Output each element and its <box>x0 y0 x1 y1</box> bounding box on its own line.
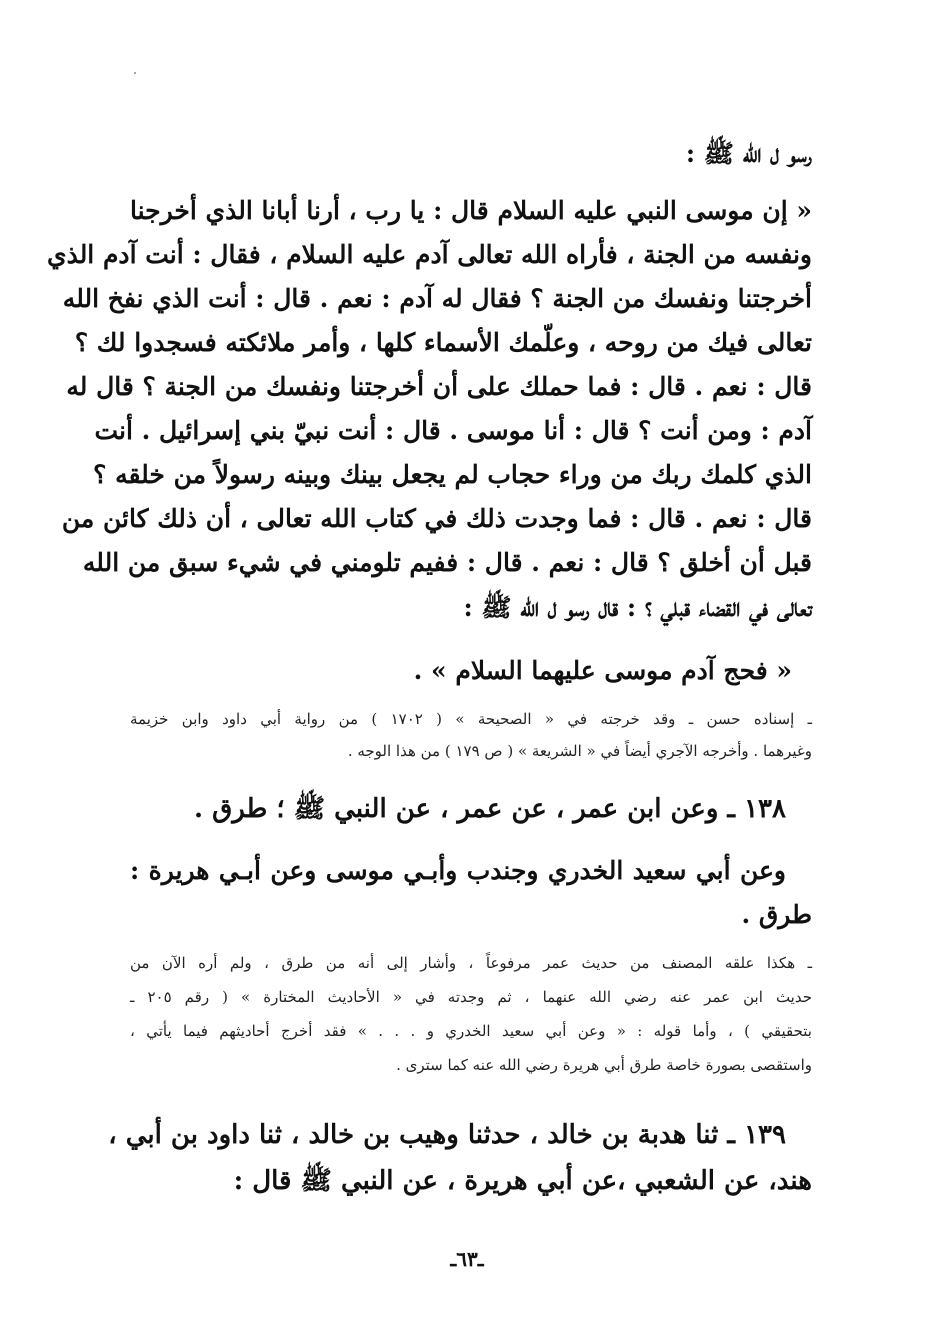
hadith-139-line: هند، عن الشعبي ،عن أبي هريرة ، عن النبي ﷺ قال : <box>233 1166 812 1196</box>
footnote-line: ـ هكذا علقه المصنف من حديث عمر مرفوعاً ، وأشار إلى أنه من طرق ، ولم أره الآن من <box>130 954 812 972</box>
hadith-138-heading: ١٣٨ ـ وعن ابن عمر ، عن عمر ، عن النبي ﷺ ؛ طرق . <box>194 794 786 824</box>
hadith-139-line: ١٣٩ ـ ثنا هدبة بن خالد ، حدثنا وهيب بن خالد ، ثنا داود بن أبي ، <box>108 1120 786 1150</box>
footnote-line: حديث ابن عمر عنه رضي الله عنهما ، ثم وجدته في « الأحاديث المختارة » ( رقم ٢٠٥ ـ <box>130 988 812 1006</box>
footnote-line: وغيرهما . وأخرجه الآجري أيضاً في « الشريعة » ( ص ١٧٩ ) من هذا الوجه . <box>347 742 812 760</box>
main-paragraph-line: قال : نعم . قال : فما حملك على أن أخرجتنا ونفسك من الجنة ؟ قال له <box>66 372 812 401</box>
page-number: ـ٦٣ـ <box>450 1247 484 1271</box>
main-paragraph-line: ونفسه من الجنة ، فأراه الله تعالى آدم عليه السلام ، فقال : أنت آدم الذي <box>47 240 812 269</box>
main-paragraph-line: قال : نعم . قال : فما وجدت ذلك في كتاب الله تعالى ، أن ذلك كائن من <box>61 504 812 533</box>
main-paragraph-line: تعالى في القضاء قبلي ؟ : قال رسو ل الله ﷺ : <box>463 593 812 622</box>
footnote-line: بتحقيقي ) ، وأما قوله : « وعن أبي سعيد الخدري و . . . » فقد أخرج أحاديثهم فيما يأتي ، <box>130 1022 812 1040</box>
hadith-138-paragraph-line: وعن أبي سعيد الخدري وجندب وأبـي موسى وعن أبـي هريرة : <box>130 856 786 885</box>
main-paragraph-line: آدم : ومن أنت ؟ قال : أنا موسى . قال : أنت نبيّ بني إسرائيل . أنت <box>94 416 812 445</box>
closing-line: « فحج آدم موسى عليهما السلام » . <box>413 656 792 685</box>
intro-line: رسو ل الله ﷺ : <box>685 139 812 168</box>
main-paragraph-line: أخرجتنا ونفسك من الجنة ؟ فقال له آدم : نعم . قال : أنت الذي نفخ الله <box>62 284 812 313</box>
scan-speck <box>134 72 136 74</box>
main-paragraph-line: تعالى فيك من روحه ، وعلّمك الأسماء كلها ، وأمر ملائكته فسجدوا لك ؟ <box>74 328 812 357</box>
main-paragraph-line: « إن موسى النبي عليه السلام قال : يا رب ، أرنا أبانا الذي أخرجنا <box>130 196 812 225</box>
footnote-line: واستقصى بصورة خاصة طرق أبي هريرة رضي الله عنه كما سترى . <box>396 1056 812 1074</box>
hadith-138-paragraph-line: طرق . <box>741 900 812 929</box>
main-paragraph-line: الذي كلمك ربك من وراء حجاب لم يجعل بينك وبينه رسولاً من خلقه ؟ <box>93 460 812 489</box>
footnote-line: ـ إسناده حسن ـ وقد خرجته في « الصحيحة » ( ١٧٠٢ ) من رواية أبي داود وابن خزيمة <box>130 710 812 728</box>
main-paragraph-line: قبل أن أخلق ؟ قال : نعم . قال : ففيم تلومني في شيء سبق من الله <box>82 548 812 577</box>
